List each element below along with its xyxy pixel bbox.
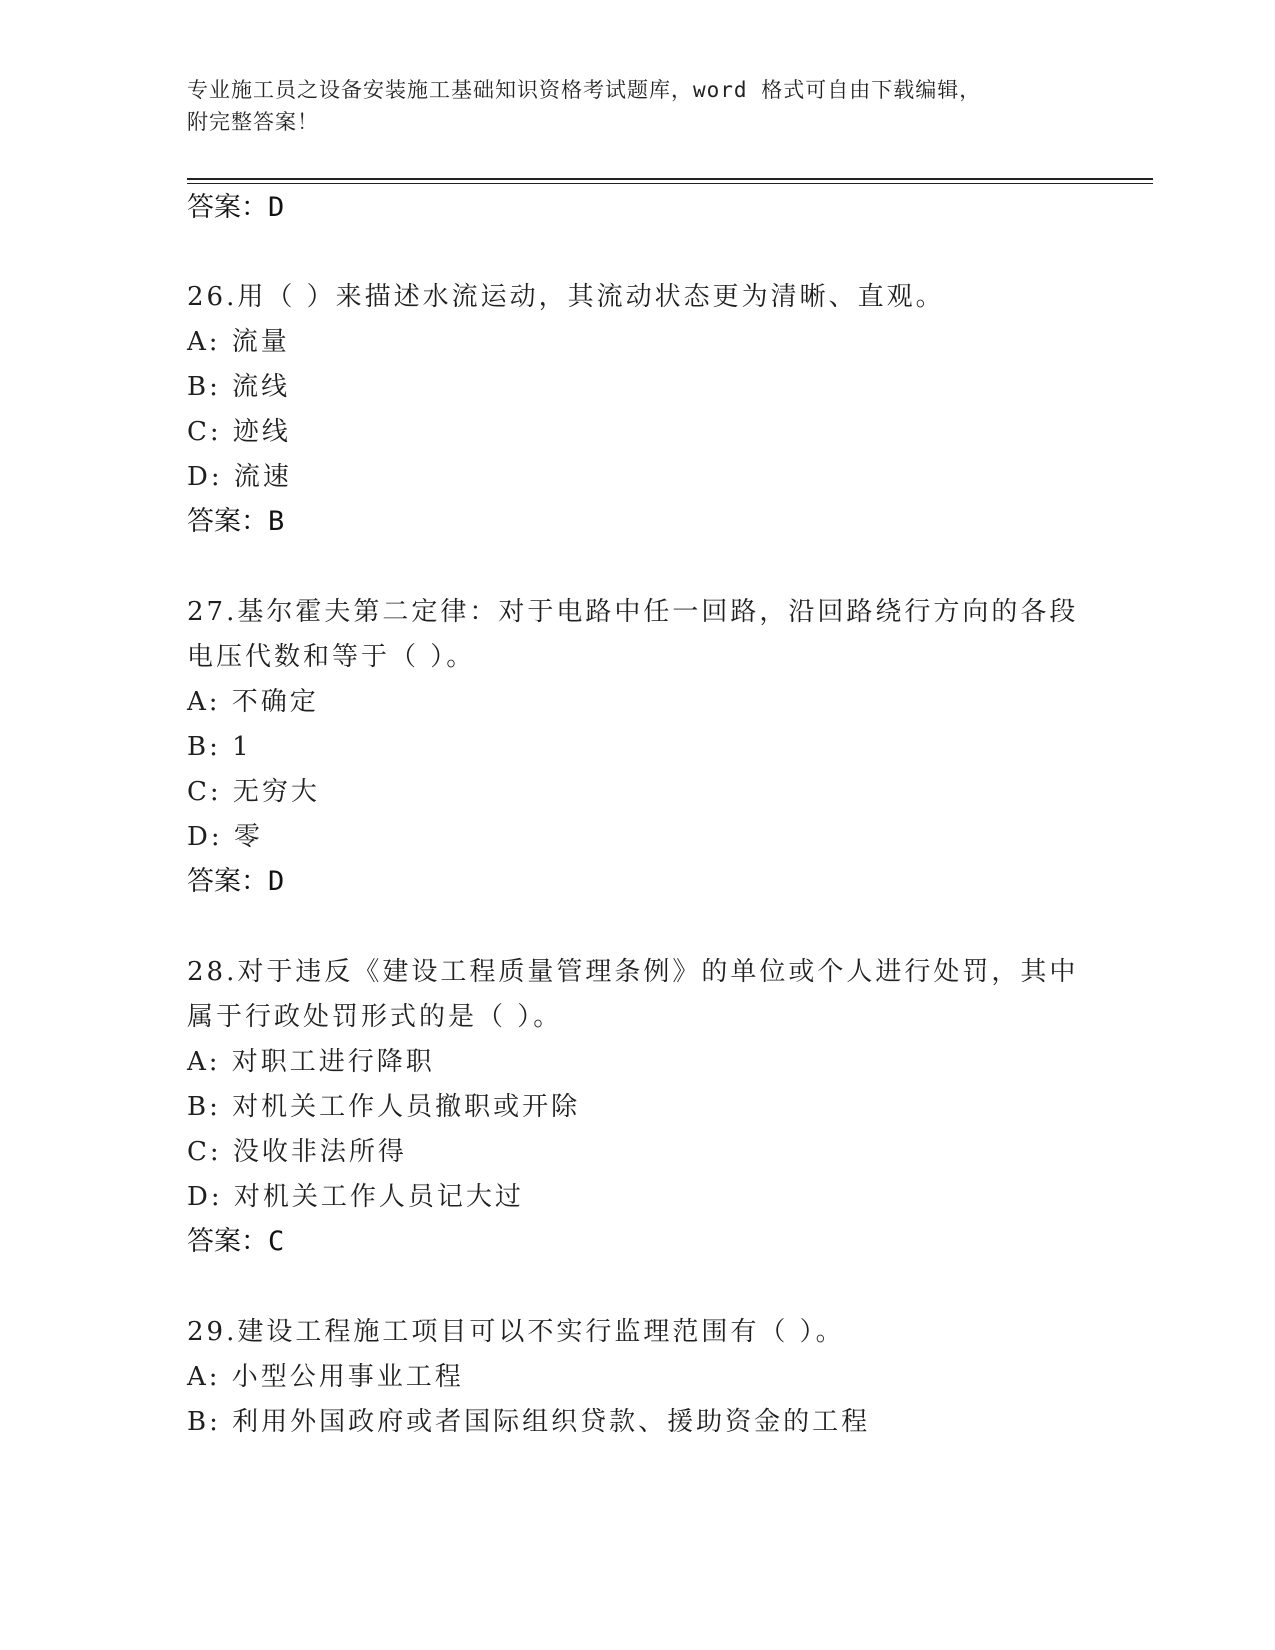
answer-value: B bbox=[268, 506, 285, 537]
answer-label: 答案： bbox=[187, 866, 268, 897]
question-28-option-d: D: 对机关工作人员记大过 bbox=[187, 1182, 524, 1212]
answer-line-q25 bbox=[187, 192, 284, 224]
question-28-option-c: C: 没收非法所得 bbox=[187, 1137, 407, 1167]
question-28-stem-line-2: 属于行政处罚形式的是（ ）。 bbox=[187, 1002, 563, 1032]
answer-label: 答案： bbox=[187, 506, 268, 537]
question-28-option-a: A: 对职工进行降职 bbox=[187, 1047, 435, 1077]
question-27-stem-line-1: 27.基尔霍夫第二定律：对于电路中任一回路，沿回路绕行方向的各段 bbox=[187, 597, 1079, 627]
header-line-1: 专业施工员之设备安装施工基础知识资格考试题库，word 格式可自由下载编辑， bbox=[187, 78, 982, 102]
question-27-option-d: D: 零 bbox=[187, 822, 263, 852]
question-26-option-a: A: 流量 bbox=[187, 327, 290, 357]
question-26-stem: 26.用（ ）来描述水流运动，其流动状态更为清晰、直观。 bbox=[187, 282, 945, 312]
question-26-option-d: D: 流速 bbox=[187, 462, 292, 492]
question-28-stem-line-1: 28.对于违反《建设工程质量管理条例》的单位或个人进行处罚，其中 bbox=[187, 957, 1079, 987]
header-line-2: 附完整答案！ bbox=[187, 110, 319, 134]
answer-label: 答案： bbox=[187, 192, 268, 223]
question-29-stem: 29.建设工程施工项目可以不实行监理范围有（ ）。 bbox=[187, 1317, 845, 1347]
question-29-option-b: B: 利用外国政府或者国际组织贷款、援助资金的工程 bbox=[187, 1407, 871, 1437]
question-27-option-c: C: 无穷大 bbox=[187, 777, 320, 807]
answer-value: C bbox=[268, 1226, 285, 1257]
question-29-option-a: A: 小型公用事业工程 bbox=[187, 1362, 464, 1392]
question-27-stem-line-2: 电压代数和等于（ ）。 bbox=[187, 642, 476, 672]
question-27-option-b: B: 1 bbox=[187, 732, 252, 762]
question-26-option-b: B: 流线 bbox=[187, 372, 291, 402]
answer-label: 答案： bbox=[187, 1226, 268, 1257]
question-27-option-a: A: 不确定 bbox=[187, 687, 319, 717]
answer-value: D bbox=[268, 192, 285, 223]
header-rule-thick bbox=[187, 178, 1153, 180]
document-header bbox=[187, 74, 1087, 138]
answer-line-q27 bbox=[187, 866, 284, 898]
answer-line-q26 bbox=[187, 506, 284, 538]
header-rule-thin bbox=[187, 183, 1153, 184]
answer-value: D bbox=[268, 866, 285, 897]
question-28-option-b: B: 对机关工作人员撤职或开除 bbox=[187, 1092, 581, 1122]
question-26-option-c: C: 迹线 bbox=[187, 417, 291, 447]
answer-line-q28 bbox=[187, 1226, 284, 1258]
